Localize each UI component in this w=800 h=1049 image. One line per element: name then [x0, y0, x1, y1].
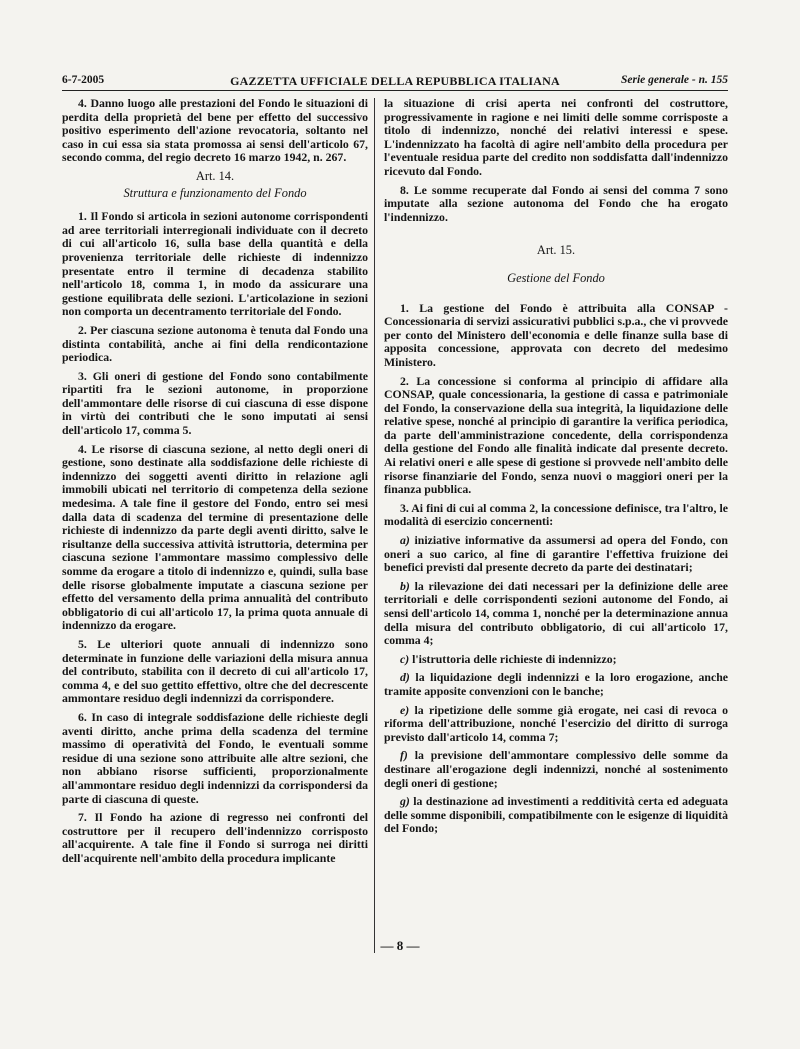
item-text: la rilevazione dei dati necessari per la definizione delle aree territoriali e delle corrispondenti sezioni autonome del Fondo, ai sensi dell'articolo 14, comma 1, nonché per la determinazione annua della misura del contributo obbligatorio, di cui all'articolo 17, comma 4; [384, 578, 728, 648]
list-item [384, 580, 728, 648]
item-text: iniziative informative da assumersi ad opera del Fondo, con oneri a suo carico, al fine di garantire l'effettiva fruizione dei benefici previsti dal presente decreto da parte dei destinatari; [384, 533, 728, 575]
paragraph: 1. Il Fondo si articola in sezioni autonome corrispondenti ad aree territoriali interregionali individuate con il decreto di cui all'articolo 16, sulla base della quantità e della provenienza territoriale delle richieste di indennizzo presentate entro il termine di decadenza stabilito nell'articolo 18, comma 1, in modo da assicurare una gestione equilibrata delle sezioni. L'articolazione in sezioni non comporta un decentramento territoriale del Fondo. [62, 209, 368, 319]
article-14-heading: Art. 14. [195, 168, 235, 183]
item-letter: f) [400, 748, 408, 763]
item-letter: e) [400, 702, 410, 717]
left-column [62, 97, 368, 870]
list-item [384, 653, 728, 667]
paragraph: 4. Le risorse di ciascuna sezione, al netto degli oneri di gestione, sono destinate alla soddisfazione delle richieste di indennizzo dei soggetti aventi diritto in relazione agli immobili ubicati nel territorio di competenza della sezione medesima. A tale fine il gestore del Fondo, entro sei mesi dalla data di scadenza del termine di presentazione delle richieste di indennizzo da parte degli aventi diritto, salve le risultanze della successiva attività istruttoria, determina per ciascuna sezione l'ammontare massimo complessivo delle somme da erogare a titolo di indennizzo e, quindi, sulla base delle risorse globalmente imputate a ciascuna sezione per effetto del versamento della prima annualità del contributo obbligatorio di cui all'articolo 17, la prima quota annuale di indennizzo da erogare. [62, 441, 368, 633]
paragraph: 3. Ai fini di cui al comma 2, la concessione definisce, tra l'altro, le modalità di esercizio concernenti: [384, 500, 728, 529]
paragraph: 6. In caso di integrale soddisfazione delle richieste degli aventi diritto, anche prima della scadenza del termine massimo di operatività del Fondo, le eventuali somme residue di una sezione sono attribuite alle altre sezioni, che non abbiano risorse sufficienti, proporzionalmente all'ammontare residuo degli indennizzi da corrispondersi da parte di ciascuna di queste. [62, 709, 368, 806]
page-header [62, 72, 728, 90]
list-item [384, 704, 728, 745]
item-text: la previsione dell'ammontare complessivo delle somme da destinare all'erogazione degli indennizzi, nonché al sostenimento degli oneri di gestione; [384, 748, 728, 790]
serie-label: Serie generale - n. 155 [620, 74, 728, 86]
column-divider [374, 98, 375, 953]
paragraph: 1. La gestione del Fondo è attribuita alla CONSAP - Concessionaria di servizi assicurativi pubblici s.p.a., che vi provvede per conto del Ministero dell'economia e delle finanze sulla base di apposita concessione, approvata con decreto del medesimo Ministero. [384, 300, 728, 369]
list-item [384, 671, 728, 698]
paragraph: 5. Le ulteriori quote annuali di indennizzo sono determinate in funzione delle variazioni della misura annua del contributo, stabilita con il decreto di cui all'articolo 17, comma 4, e del suo gettito effettivo, oltre che del decrescente ammontare residuo degli indennizzi da corrispondere. [62, 636, 368, 706]
item-letter: a) [400, 533, 410, 548]
item-text: la destinazione ad investimenti a redditività certa ed adeguata delle somme disponibili, compatibilmente con le esigenze di liquidità del Fondo; [384, 794, 728, 836]
item-text: la liquidazione degli indennizzi e la loro erogazione, anche tramite apposite convenzioni con le banche; [384, 670, 729, 698]
item-text: l'istruttoria delle richieste di indennizzo; [412, 651, 617, 666]
paragraph: 7. Il Fondo ha azione di regresso nei confronti del costruttore per il recupero dell'indennizzo corrisposto all'acquirente. A tale fine il Fondo si surroga nei diritti dell'acquirente nell'ambito della procedura implicante [62, 810, 368, 865]
list-item [384, 795, 728, 836]
right-column [384, 97, 728, 841]
article-15-heading: Art. 15. [536, 243, 576, 258]
item-letter: d) [400, 670, 410, 685]
paragraph: 3. Gli oneri di gestione del Fondo sono contabilmente ripartiti fra le sezioni autonome, in proporzione dell'ammontare delle risorse di cui ciascuna di esse dispone in virtù dei contributi che le sono imputati ai sensi dell'articolo 17, comma 5. [62, 368, 368, 438]
header-date: 6-7-2005 [62, 74, 105, 86]
header-rule [62, 90, 728, 91]
item-letter: c) [400, 651, 410, 666]
paragraph: 2. La concessione si conforma al principio di affidare alla CONSAP, quale concessionaria, la gestione di cassa e patrimoniale del Fondo, la conservazione della sua integrità, la liquidazione delle relative spese, nonché al principio di garantire la verifica periodica, da parte dell'amministrazione concedente, della corrispondenza della gestione del Fondo alle finalità indicate dal presente decreto. Ai relativi oneri e alle spese di gestione si provvede nell'ambito delle risorse finanziarie del Fondo, senza nuovi o maggiori oneri per la finanza pubblica. [384, 373, 728, 497]
page-number: — 8 — [380, 938, 420, 953]
article-14-title: Struttura e funzionamento del Fondo [123, 185, 307, 200]
item-letter: g) [400, 794, 410, 809]
item-text: la ripetizione delle somme già erogate, nei casi di revoca o riforma dell'attribuzione, nonché l'esercizio del diritto di surroga previsto dall'articolo 14, comma 7; [384, 702, 729, 744]
list-item [384, 749, 728, 790]
item-letter: b) [400, 578, 410, 593]
intro-paragraph: 4. Danno luogo alle prestazioni del Fondo le situazioni di perdita della proprietà del bene per effetto del successivo positivo esperimento dell'azione revocatoria, soltanto nel caso in cui essa sia stata promossa ai sensi dell'articolo 67, secondo comma, del regio decreto 16 marzo 1942, n. 267. [62, 96, 368, 165]
paragraph: 2. Per ciascuna sezione autonoma è tenuta dal Fondo una distinta contabilità, anche ai fini della rendicontazione periodica. [62, 322, 368, 365]
list-item [384, 534, 728, 575]
article-15-title: Gestione del Fondo [507, 270, 605, 285]
gazette-title: GAZZETTA UFFICIALE DELLA REPUBBLICA ITALIANA [230, 74, 560, 88]
continuation-paragraph: la situazione di crisi aperta nei confronti del costruttore, progressivamente in ragione e nei limiti delle somme corrisposte a titolo di indennizzo, nonché dei relativi interessi e spese. L'indennizzato ha facoltà di agire nell'ambito della procedura per l'eventuale residua parte del credito non soddisfatta dall'indennizzo ricevuto dal Fondo. [384, 96, 728, 178]
paragraph-8: 8. Le somme recuperate dal Fondo ai sensi del comma 7 sono imputate alla sezione autonoma del Fondo che ha erogato l'indennizzo. [384, 182, 728, 224]
